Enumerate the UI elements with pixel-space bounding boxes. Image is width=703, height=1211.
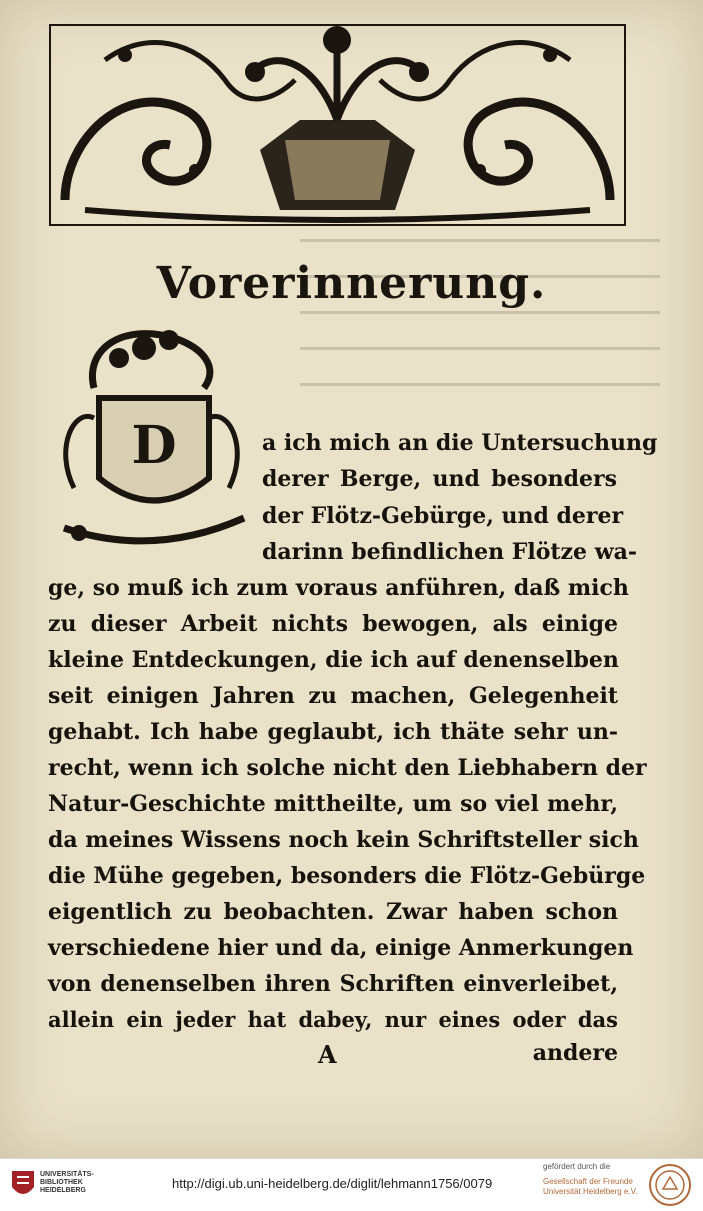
text-line: die Mühe gegeben, besonders die Flötz-Gebürge bbox=[48, 863, 646, 889]
text-line: ge, so muß ich zum voraus anführen, daß mich bbox=[48, 575, 629, 601]
text-line: a ich mich an die Untersuchung bbox=[262, 430, 658, 456]
library-line: BIBLIOTHEK bbox=[40, 1179, 83, 1186]
text-line: recht, wenn ich solche nicht den Liebhabern der bbox=[48, 755, 647, 781]
text-line: verschiedene hier und da, einige Anmerkungen bbox=[48, 935, 634, 961]
page-foot bbox=[48, 1040, 618, 1074]
sponsor-label: gefördert durch die bbox=[543, 1162, 611, 1171]
text-line: der Flötz-Gebürge, und derer bbox=[262, 503, 624, 529]
text-line: derer Berge, und besonders bbox=[262, 466, 617, 492]
catchword: andere bbox=[532, 1040, 618, 1066]
text-line: kleine Entdeckungen, die ich auf denenselben bbox=[48, 647, 619, 673]
decorated-initial bbox=[44, 318, 254, 558]
text-line: allein ein jeder hat dabey, nur eines oder das bbox=[48, 1007, 618, 1032]
library-name bbox=[40, 1171, 94, 1195]
show-through-text bbox=[300, 215, 660, 415]
permalink-url[interactable]: http://digi.ub.uni-heidelberg.de/diglit/lehmann1756/0079 bbox=[172, 1176, 493, 1191]
library-line: HEIDELBERG bbox=[40, 1187, 86, 1194]
text-line: von denenselben ihren Schriften einverleibet, bbox=[48, 971, 618, 997]
text-line: Natur-Geschichte mittheilte, um so viel mehr, bbox=[48, 791, 618, 817]
text-line: eigentlich zu beobachten. Zwar haben schon bbox=[48, 899, 618, 925]
initial-letter: D bbox=[131, 415, 177, 476]
signature-mark: A bbox=[318, 1040, 337, 1069]
ornamental-headpiece bbox=[45, 20, 630, 230]
library-line: UNIVERSITÄTS- bbox=[40, 1171, 94, 1178]
text-line: gehabt. Ich habe geglaubt, ich thäte sehr un- bbox=[48, 719, 618, 745]
sponsor-line: Universität Heidelberg e.V. bbox=[543, 1187, 638, 1196]
page-title: Vorerinnerung. bbox=[156, 258, 547, 309]
text-line: darinn befindlichen Flötze wa- bbox=[262, 539, 638, 565]
university-library-logo bbox=[8, 1167, 38, 1203]
society-seal-icon bbox=[648, 1163, 692, 1207]
sponsor-line: Gesellschaft der Freunde bbox=[543, 1177, 633, 1186]
text-line: zu dieser Arbeit nichts bewogen, als einige bbox=[48, 611, 618, 637]
text-line: da meines Wissens noch kein Schriftsteller sich bbox=[48, 827, 639, 853]
text-line: seit einigen Jahren zu machen, Gelegenheit bbox=[48, 683, 618, 709]
sponsor-name bbox=[543, 1177, 637, 1197]
viewer-footer bbox=[0, 1158, 703, 1211]
